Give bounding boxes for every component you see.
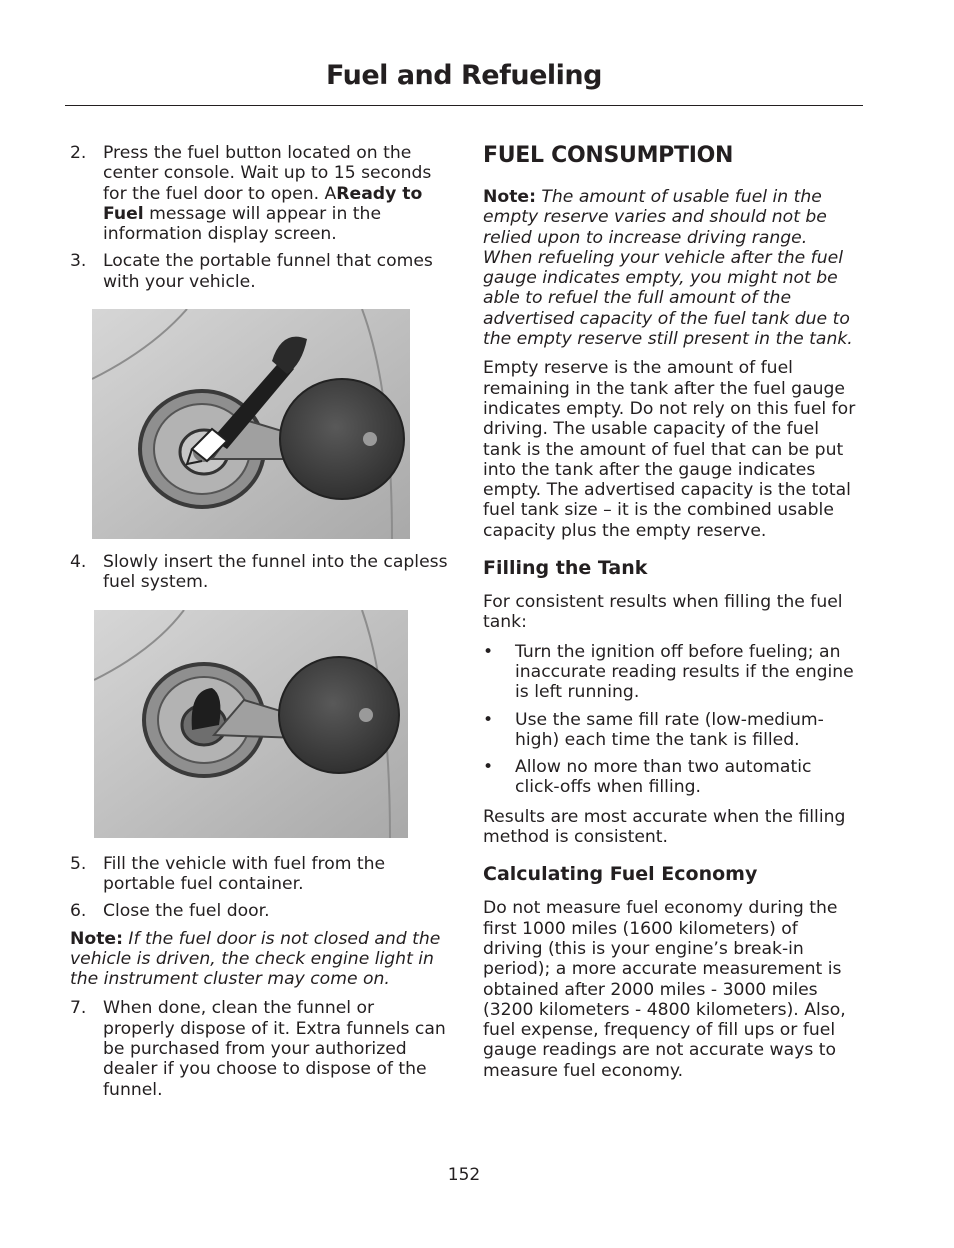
- step-number: 2.: [70, 143, 87, 163]
- step-number: 7.: [70, 998, 87, 1019]
- step-5: [70, 854, 450, 895]
- step-number: 4.: [70, 552, 87, 573]
- list-item: [483, 710, 861, 751]
- step-7: [70, 998, 450, 1099]
- bullet-text: Use the same fill rate (low-medium-high) each time the tank is filled.: [515, 709, 824, 750]
- step-text: When done, clean the funnel or properly dispose of it. Extra funnels can be purchased from your authorized dealer if you choose to dispose of the funnel.: [103, 998, 446, 1100]
- step-6: [70, 901, 450, 921]
- list-item: [483, 642, 861, 703]
- step-text-part: Press the fuel button located on the center console. Wait up to 15 seconds for the fuel door to open. A: [103, 143, 432, 204]
- list-item: [483, 757, 861, 798]
- step-number: 6.: [70, 901, 87, 922]
- step-text: Close the fuel door.: [103, 901, 270, 922]
- page-number: 152: [447, 1165, 481, 1185]
- step-text: Slowly insert the funnel into the capless fuel system.: [103, 552, 448, 593]
- empty-reserve-paragraph: Empty reserve is the amount of fuel remaining in the tank after the fuel gauge indicates empty. Do not rely on this fuel for driving. The usable capacity of the fuel tank is the amount of fuel that can be put into the tank after the gauge indicates empty. The advertised capacity is the total fuel tank size – it is the combined usable capacity plus the empty reserve.: [483, 358, 856, 541]
- step-number: 5.: [70, 853, 87, 874]
- right-column: [483, 143, 861, 1081]
- bullet-marker: •: [483, 709, 494, 730]
- results-paragraph: Results are most accurate when the filling method is consistent.: [483, 806, 846, 848]
- step-text: [103, 143, 450, 244]
- left-column: [70, 143, 450, 1100]
- bullet-marker: •: [483, 757, 494, 778]
- bullet-text: Allow no more than two automatic click-offs when filling.: [515, 757, 812, 798]
- filling-the-tank-heading: Filling the Tank: [483, 557, 648, 580]
- ready-to-fuel-bold: Ready to Fuel: [103, 183, 423, 224]
- step-number: 3.: [70, 251, 87, 272]
- note-label: Note:: [70, 928, 123, 949]
- step-4: [70, 552, 450, 593]
- funnel-inserted-illustration: [94, 610, 408, 838]
- step-text: Locate the portable funnel that comes with your vehicle.: [103, 251, 433, 292]
- title-rule: [65, 105, 863, 106]
- note-text: If the fuel door is not closed and the vehicle is driven, the check engine light in the instrument cluster may come on.: [70, 928, 441, 990]
- step-text-part: message will appear in the information display screen.: [103, 203, 382, 245]
- step-3: [70, 251, 450, 292]
- filling-intro: For consistent results when filling the fuel tank:: [483, 592, 843, 633]
- bullet-marker: •: [483, 641, 494, 662]
- fuel-economy-paragraph: Do not measure fuel economy during the first 1000 miles (1600 kilometers) of driving (this is your engine’s break-in period); a more accurate measurement is obtained after 2000 miles - 3000 miles (3200 kilometers - 4800 kilometers). Also, fuel expense, frequency of fill ups or fuel gauge readings are not accurate ways to measure fuel economy.: [483, 898, 846, 1081]
- empty-reserve-note: [483, 187, 861, 349]
- fuel-consumption-heading: FUEL CONSUMPTION: [483, 143, 734, 168]
- step-2: [70, 143, 450, 244]
- step-text: Fill the vehicle with fuel from the portable fuel container.: [103, 853, 386, 894]
- page-title: Fuel and Refueling: [326, 60, 602, 91]
- bullet-text: Turn the ignition off before fueling; an inaccurate reading results if the engine is left running.: [515, 641, 854, 703]
- fuel-door-note: [70, 929, 450, 990]
- note-text: The amount of usable fuel in the empty reserve varies and should not be relied upon to increase driving range. When refueling your vehicle after the fuel gauge indicates empty, you might not be able to refuel the full amount of the advertised capacity of the fuel tank due to the empty reserve still present in the tank.: [483, 187, 853, 350]
- note-label: Note:: [483, 187, 536, 207]
- calculating-fuel-economy-heading: Calculating Fuel Economy: [483, 863, 758, 886]
- funnel-above-fuel-door-illustration: [92, 309, 410, 539]
